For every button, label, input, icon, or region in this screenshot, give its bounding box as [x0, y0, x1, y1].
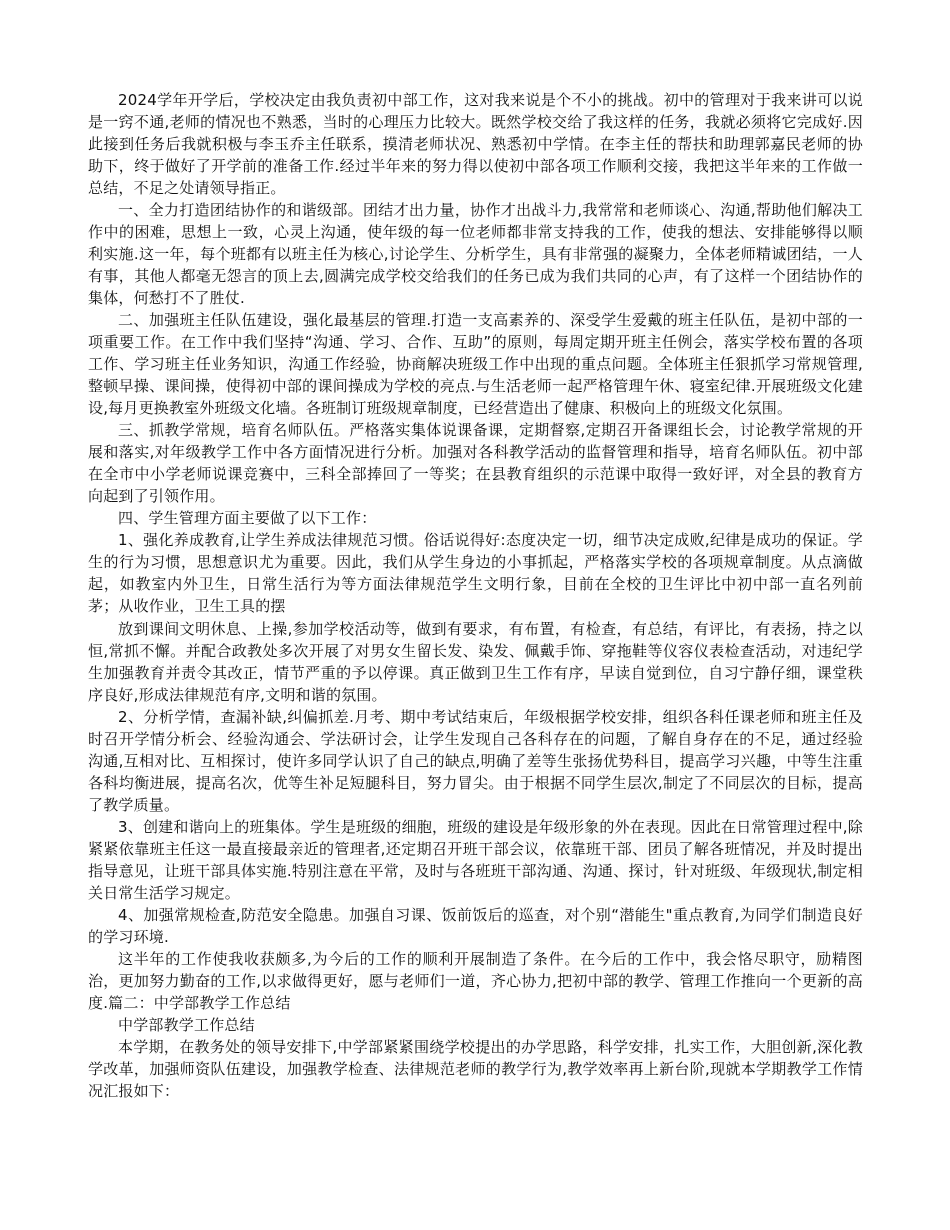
paragraph-section-4-heading: 四、学生管理方面主要做了以下工作：	[118, 509, 377, 527]
paragraph-part-2-intro: 本学期，在教务处的领导安排下,中学部紧紧围绕学校提出的办学思路，科学安排，扎实工作，大胆创新,深化教学改革，加强师资队伍建设，加强教学检查、法律规范老师的教学行为,教学效率再上新台阶,现就本学期教学工作情况汇报如下：	[88, 1038, 863, 1100]
paragraph-item-1: 1、强化养成教育,让学生养成法律规范习惯。俗话说得好:态度决定一切，细节决定成败,纪律是成功的保证。学生的行为习惯，思想意识尤为重要。因此，我们从学生身边的小事抓起，严格落实学校的各项规章制度。从点滴做起，如教室内外卫生，日常生活行为等方面法律规范学生文明行象，目前在全校的卫生评比中初中部一直名列前茅；从收作业，卫生工具的摆	[88, 531, 863, 615]
paragraph-item-1-continued: 放到课间文明休息、上操,参加学校活动等，做到有要求，有布置，有检查，有总结，有评比，有表扬，持之以恒,常抓不懈。并配合政教处多次开展了对男女生留长发、染发、佩戴手饰、穿拖鞋等仪容仪表检查活动，对违纪学生加强教育并责令其改正，情节严重的予以停课。真正做到卫生工作有序，早读自觉到位，自习宁静仔细，课堂秩序良好,形成法律规范有序,文明和谐的氛围。	[88, 620, 863, 704]
document-body	[88, 89, 863, 1102]
paragraph-section-2: 二、加强班主任队伍建设，强化最基层的管理.打造一支高素养的、深受学生爱戴的班主任队伍，是初中部的一项重要工作。在工作中我们坚持“沟通、学习、合作、互助”的原则，每周定期开班主任例会，落实学校布置的各项工作、学习班主任业务知识，沟通工作经验，协商解决班级工作中出现的重点问题。全体班主任狠抓学习常规管理,整顿早操、课间操，使得初中部的课间操成为学校的亮点.与生活老师一起严格管理午休、寝室纪律.开展班级文化建设,每月更换教室外班级文化墙。各班制订班级规章制度，已经营造出了健康、积极向上的班级文化氛围。	[88, 311, 863, 417]
paragraph-item-2: 2、分析学情，查漏补缺,纠偏抓差.月考、期中考试结束后，年级根据学校安排，组织各科任课老师和班主任及时召开学情分析会、经验沟通会、学法研讨会，让学生发现自己各科存在的问题，了解自身存在的不足，通过经验沟通,互相对比、互相探讨，使许多同学认识了自己的缺点,明确了差等生张扬优势科目，提高学习兴趣，中等生注重各科均衡进展，提高名次，优等生补足短腿科目，努力冒尖。由于根据不同学生层次,制定了不同层次的目标，提高了教学质量。	[88, 708, 863, 814]
paragraph-section-3: 三、抓教学常规，培育名师队伍。严格落实集体说课备课，定期督察,定期召开备课组长会，讨论教学常规的开展和落实,对年级教学工作中各方面情况进行分析。加强对各科教学活动的监督管理和指导，培育名师队伍。初中部在全市中小学老师说课竞赛中，三科全部捧回了一等奖；在县教育组织的示范课中取得一致好评，对全县的教育方向起到了引领作用。	[88, 421, 863, 505]
paragraph-item-4: 4、加强常规检查,防范安全隐患。加强自习课、饭前饭后的巡查，对个别“潜能生"重点教育,为同学们制造良好的学习环境.	[88, 906, 863, 946]
paragraph-intro: 2024学年开学后，学校决定由我负责初中部工作，这对我来说是个不小的挑战。初中的管理对于我来讲可以说是一窍不通,老师的情况也不熟悉，当时的心理压力比较大。既然学校交给了我这样的任务，我就必须将它完成好.因此接到任务后我就积极与李玉乔主任联系，摸清老师状况、熟悉初中学情。在李主任的帮扶和助理郭嘉民老师的协助下，终于做好了开学前的准备工作.经过半年来的努力得以使初中部各项工作顺利交接，我把这半年来的工作做一总结，不足之处请领导指正。	[88, 91, 863, 197]
paragraph-conclusion: 这半年的工作使我收获颇多,为今后的工作的顺利开展制造了条件。在今后的工作中，我会恪尽职守，励精图治，更加努力勤奋的工作,以求做得更好，愿与老师们一道，齐心协力,把初中部的教学、管理工作推向一个更新的高度.篇二：中学部教学工作总结	[88, 950, 863, 1012]
paragraph-item-3: 3、创建和谐向上的班集体。学生是班级的细胞，班级的建设是年级形象的外在表现。因此在日常管理过程中,除紧紧依靠班主任这一最直接最亲近的管理者,还定期召开班干部会议，依靠班干部、团员了解各班情况，并及时提出指导意见，让班干部具体实施.特别注意在平常，及时与各班班干部沟通、沟通、探讨，针对班级、年级现状,制定相关日常生活学习规定。	[88, 818, 863, 902]
paragraph-section-1: 一、全力打造团结协作的和谐级部。团结才出力量，协作才出战斗力,我常常和老师谈心、沟通,帮助他们解决工作中的困难，思想上一致，心灵上沟通，使年级的每一位老师都非常支持我的工作，使我的想法、安排能够得以顺利实施.这一年，每个班都有以班主任为核心,讨论学生、分析学生，具有非常强的凝聚力，全体老师精诚团结，一人有事，其他人都毫无怨言的顶上去,圆满完成学校交给我们的任务已成为我们共同的心声，有了这样一个团结协作的集体，何愁打不了胜仗.	[88, 201, 863, 307]
section-title: 中学部教学工作总结	[118, 1016, 255, 1034]
